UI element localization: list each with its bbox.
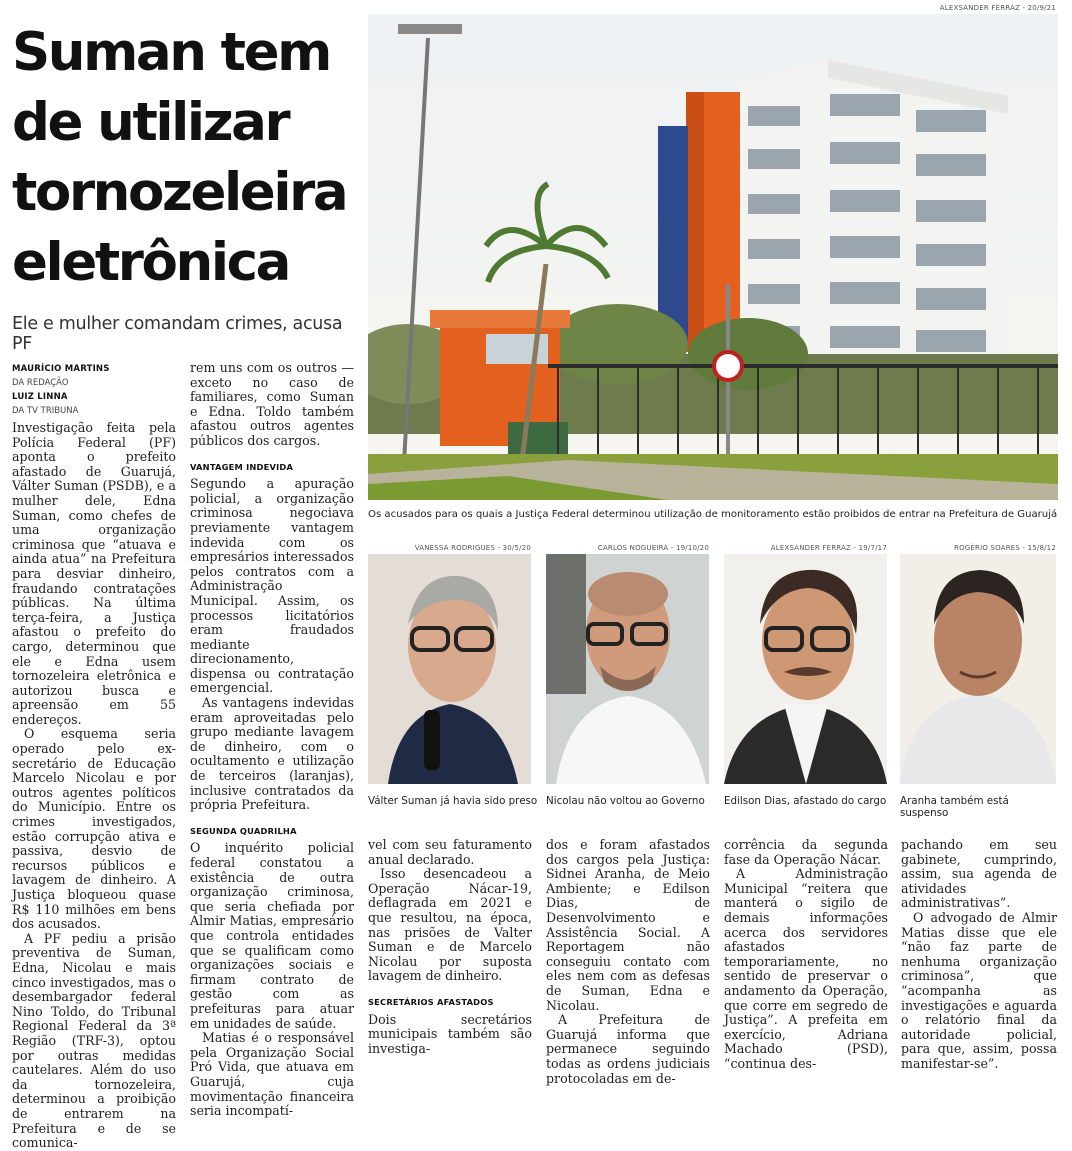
section-heading: VANTAGEM INDEVIDA: [190, 461, 294, 472]
photo-credit: VANESSA RODRIGUES - 30/5/20: [414, 544, 531, 552]
photo-credit: ALEXSANDER FERRAZ - 19/7/17: [770, 544, 887, 552]
person-portrait-image: [900, 554, 1056, 784]
portrait-photo: [724, 554, 887, 784]
headline: Suman tem de utilizar tornozeleira eletrônica: [12, 22, 347, 293]
main-photo-caption: Os acusados para os quais a Justiça Federal determinou utilização de monitoramento estão proibidos de entrar na Prefeitura de Guarujá: [368, 509, 1058, 520]
person-portrait-image: [368, 554, 531, 784]
main-photo: [368, 14, 1058, 500]
paragraph: Investigação feita pela Polícia Federal (PF) aponta o prefeito afastado de Guarujá, Válter Suman (PSDB), e a mulher dele, Edna Suman, como chefes de uma organização criminosa que “atuava e ainda atua” na Prefeitura para desviar dinheiro, fraudando contratações públicas. Na última terça-feira, a Justiça afastou o prefeito do cargo, determinou que ele e Edna usem tornozeleira eletrônica e autorizou busca e apreensão em 55 endereços.: [12, 420, 176, 727]
article-column-2: [190, 361, 354, 1119]
portrait-photo: [546, 554, 709, 784]
person-portrait-image: [546, 554, 709, 784]
paragraph: corrência da segunda fase da Operação Nácar.: [724, 837, 888, 867]
paragraph: O esquema seria operado pelo ex-secretário de Educação Marcelo Nicolau e por outros agentes políticos do Município. Entre os crimes investigados, estão corrupção ativa e passiva, desvio de recursos públicos e lavagem de dinheiro. A Justiça bloqueou quase R$ 110 milhões em bens dos acusados.: [12, 726, 176, 932]
author-name: LUIZ LINNA: [12, 392, 68, 402]
paragraph: dos e foram afastados dos cargos pela Justiça: Sidnei Aranha, de Meio Ambiente; e Edilson Dias, de Desenvolvimento e Assistência Social. A Reportagem não conseguiu contato com eles nem com as defesas de Suman, Edna e Nicolau.: [546, 837, 710, 1013]
portrait-caption: Aranha também está suspenso: [900, 795, 1009, 819]
portrait-caption: Válter Suman já havia sido preso: [368, 795, 538, 807]
paragraph: O advogado de Almir Matias disse que ele “não faz parte de nenhuma organização criminosa”, que “acompanha as investigações e aguarda o relatório final da autoridade policial, para que, assim, possa manifestar-se”.: [901, 909, 1057, 1071]
article-column-1: [12, 421, 176, 1151]
paragraph: pachando em seu gabinete, cumprindo, assim, sua agenda de atividades administrativas”.: [901, 837, 1057, 911]
paragraph: O inquérito policial federal constatou a existência de outra organização criminosa, que seria chefiada por Almir Matias, empresário que controla entidades que se qualificam como organizações sociais e firmam contrato de gestão com as prefeituras para atuar em unidades de saúde.: [190, 840, 354, 1031]
article-column-5: [724, 838, 888, 1072]
byline: [12, 364, 182, 416]
city-hall-building-image: [368, 14, 1058, 500]
photo-credit: ALEXSANDER FERRAZ - 20/9/21: [939, 4, 1056, 12]
portrait-photo: [368, 554, 531, 784]
portrait-caption: Edilson Dias, afastado do cargo: [724, 795, 887, 807]
article-column-3: [368, 838, 532, 1056]
photo-credit: ROGÉRIO SOARES - 15/8/12: [954, 544, 1056, 552]
paragraph: As vantagens indevidas eram aproveitadas pelo grupo mediante lavagem de dinheiro, com o ocultamento e utilização de terceiros (laranjas), inclusive contratados da própria Prefeitura.: [190, 695, 354, 813]
author-org: DA REDAÇÃO: [12, 378, 69, 388]
portrait-caption: Nicolau não voltou ao Governo: [546, 795, 705, 807]
paragraph: Segundo a apuração policial, a organização criminosa negociava previamente vantagem indevida com os empresários interessados pelos contratos com a Administração Municipal. Assim, os processos licitatórios eram fraudados mediante direcionamento, dispensa ou contratação emergencial.: [190, 476, 354, 696]
portrait-photo: [900, 554, 1056, 784]
subheadline: Ele e mulher comandam crimes, acusa PF: [12, 314, 343, 354]
paragraph: A Administração Municipal “reitera que manterá o sigilo de demais informações acerca dos servidores afastados temporariamente, no sentido de preservar o andamento da Operação, que corre em segredo de Justiça”. A prefeita em exercício, Adriana Machado (PSD), “continua des-: [724, 866, 888, 1071]
paragraph: Matias é o responsável pela Organização Social Pró Vida, que atuava em Guarujá, cuja movimentação financeira seria incompatí-: [190, 1030, 354, 1119]
paragraph: rem uns com os outros — exceto no caso de familiares, como Suman e Edna. Toldo também afastou outros agentes públicos dos cargos.: [190, 360, 354, 448]
paragraph: A PF pediu a prisão preventiva de Suman, Edna, Nicolau e mais cinco investigados, mas o desembargador federal Nino Toldo, do Tribunal Regional Federal da 3ª Região (TRF-3), optou por outras medidas cautelares. Além do uso da tornozeleira, determinou a proibição de entrarem na Prefeitura e de se comunica-: [12, 930, 176, 1151]
paragraph: vel com seu faturamento anual declarado.: [368, 837, 532, 867]
paragraph: Isso desencadeou a Operação Nácar-19, deflagrada em 2021 e que resultou, na época, nas prisões de Valter Suman e de Marcelo Nicolau por suposta lavagem de dinheiro.: [368, 866, 532, 984]
author-name: MAURÍCIO MARTINS: [12, 364, 110, 374]
section-heading: SEGUNDA QUADRILHA: [190, 825, 297, 836]
article-column-4: [546, 838, 710, 1086]
person-portrait-image: [724, 554, 887, 784]
photo-credit: CARLOS NOGUEIRA - 19/10/20: [597, 544, 709, 552]
paragraph: A Prefeitura de Guarujá informa que permanece seguindo todas as ordens judiciais protocoladas em de-: [546, 1012, 710, 1086]
section-heading: SECRETÁRIOS AFASTADOS: [368, 996, 494, 1007]
article-column-6: [901, 838, 1057, 1072]
paragraph: Dois secretários municipais também são investiga-: [368, 1011, 532, 1056]
author-org: DA TV TRIBUNA: [12, 406, 79, 416]
